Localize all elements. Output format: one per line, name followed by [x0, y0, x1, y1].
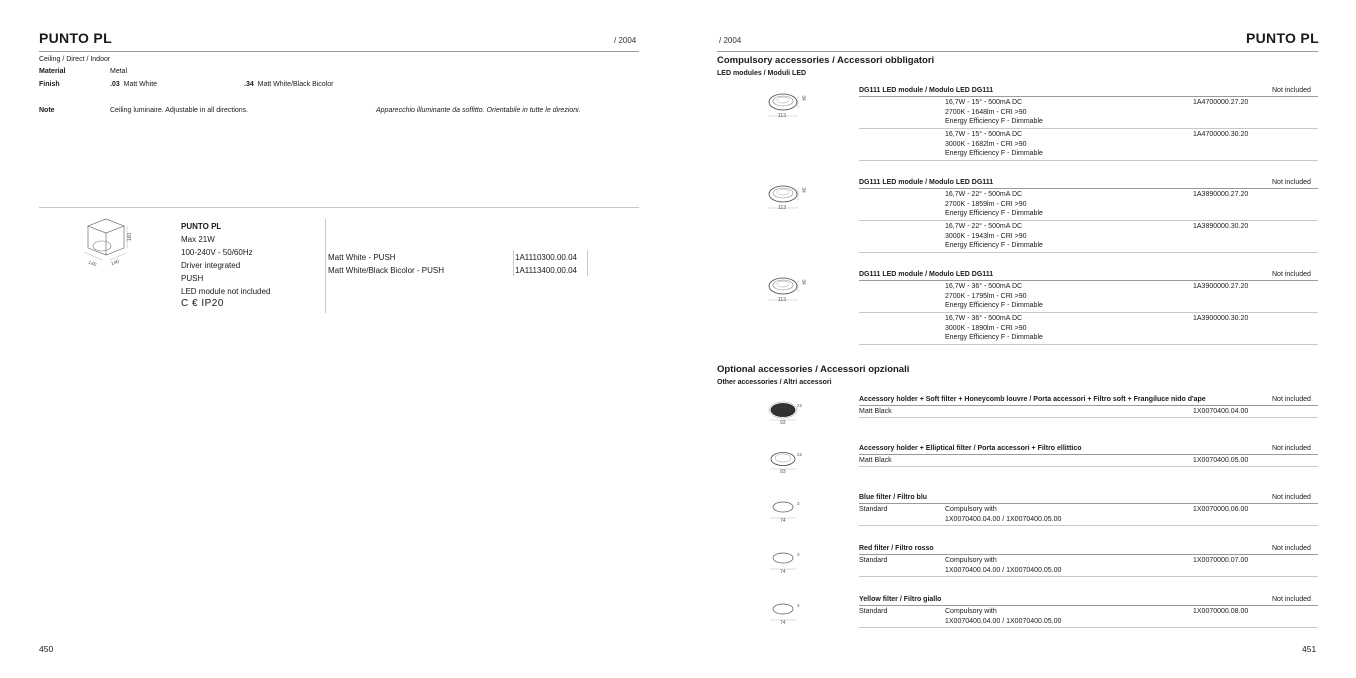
module-spec-line: 2700K - 1648lm - CRI >90: [945, 108, 1027, 116]
page-number: 451: [1302, 644, 1317, 654]
code-divider: [587, 250, 588, 276]
dimension-diameter: 74: [780, 620, 786, 626]
optional-title: Optional accessories / Accessori opzionali: [717, 364, 910, 375]
module-spec-line: 16,7W - 36° - 500mA DC: [945, 283, 1023, 290]
variant-name: Matt White/Black Bicolor - PUSH: [328, 266, 445, 275]
header-divider: [859, 503, 1318, 504]
finish-label: Finish: [39, 81, 60, 88]
accessory-finish: Standard: [859, 557, 888, 564]
product-code: 1A4700000.30.20: [1193, 131, 1249, 138]
dimension-diameter: 74: [780, 569, 786, 575]
dimension-diameter: 93: [780, 469, 786, 475]
row-divider: [859, 344, 1318, 345]
availability-status: Not included: [1272, 596, 1311, 603]
variant-name: Matt White - PUSH: [328, 253, 396, 262]
module-spec-line: 3000K - 1682lm - CRI >90: [945, 140, 1027, 148]
dimension-diameter: 74: [780, 518, 786, 524]
section-divider: [39, 207, 639, 208]
compatible-codes: 1X0070400.04.00 / 1X0070400.05.00: [945, 515, 1062, 523]
accessory-header: Blue filter / Filtro blu: [859, 494, 928, 501]
row-divider: [859, 312, 1318, 313]
page-number: 450: [39, 644, 54, 654]
module-spec-line: Energy Efficiency F - Dimmable: [945, 242, 1043, 249]
row-divider: [859, 525, 1318, 526]
certification-marks: C € IP20: [181, 298, 224, 309]
page-title: PUNTO PL: [1246, 30, 1319, 46]
color-filter-icon: [766, 496, 810, 524]
availability-status: Not included: [1272, 445, 1311, 452]
dimension-height: 34: [799, 279, 806, 285]
optional-subtitle: Other accessories / Altri accessori: [717, 379, 832, 386]
finish-code: .03: [110, 81, 120, 88]
page-title: PUNTO PL: [39, 30, 112, 46]
material-value: Metal: [110, 68, 128, 75]
dimension-diameter: 113: [778, 113, 786, 119]
compulsory-subtitle: LED modules / Moduli LED: [717, 70, 807, 77]
note-label: Note: [39, 107, 55, 114]
module-spec-line: 3000K - 1943lm - CRI >90: [945, 232, 1027, 240]
product-code: 1X0070400.04.00: [1193, 408, 1249, 415]
availability-status: Not included: [1272, 396, 1311, 403]
dimension-width: 140: [87, 259, 98, 269]
compatibility-note: Compulsory with: [945, 608, 997, 615]
color-filter-icon: [766, 598, 810, 626]
row-divider: [859, 466, 1318, 467]
product-code: 1A3900000.30.20: [1193, 315, 1249, 322]
module-spec-line: 16,7W - 15° - 500mA DC: [945, 99, 1023, 106]
accessory-header: Yellow filter / Filtro giallo: [859, 596, 942, 603]
compulsory-title: Compulsory accessories / Accessori obbligatori: [717, 55, 935, 66]
material-label: Material: [39, 68, 66, 75]
elliptical-holder-icon: [766, 447, 810, 475]
dimension-height: 22: [797, 452, 803, 457]
header-divider: [859, 280, 1318, 281]
color-filter-icon: [766, 547, 810, 575]
compatibility-note: Compulsory with: [945, 506, 997, 513]
dimension-height: 34: [799, 95, 806, 101]
dimension-height: 160: [127, 232, 134, 242]
compatible-codes: 1X0070400.04.00 / 1X0070400.05.00: [945, 617, 1062, 625]
title-divider: [39, 51, 639, 52]
module-header: DG111 LED module / Modulo LED DG111: [859, 179, 994, 186]
finish-option-1: [110, 80, 157, 90]
row-divider: [859, 627, 1318, 628]
availability-status: Not included: [1272, 545, 1311, 552]
availability-status: Not included: [1272, 494, 1311, 501]
spec-line: Driver integrated: [181, 261, 241, 270]
product-code: 1A3900000.27.20: [1193, 283, 1249, 290]
spec-line: 100-240V - 50/60Hz: [181, 248, 253, 257]
header-divider: [859, 96, 1318, 97]
module-spec-line: 16,7W - 22° - 500mA DC: [945, 223, 1023, 230]
header-divider: [859, 454, 1318, 455]
accessory-header: Accessory holder + Elliptical filter / Porta accessori + Filtro ellittico: [859, 445, 1082, 452]
dimension-height: 34: [799, 187, 806, 193]
row-divider: [859, 252, 1318, 253]
product-code: 1A3890000.27.20: [1193, 191, 1249, 198]
product-code: 1X0070000.08.00: [1193, 608, 1249, 615]
dimension-depth: 140: [110, 258, 121, 268]
row-divider: [859, 576, 1318, 577]
title-divider: [717, 51, 1318, 52]
module-header: DG111 LED module / Modulo LED DG111: [859, 271, 994, 278]
module-spec-line: 16,7W - 36° - 500mA DC: [945, 315, 1023, 322]
accessory-header: Accessory holder + Soft filter + Honeycomb louvre / Porta accessori + Filtro soft + Frangiluce nido d'ape: [859, 396, 1206, 403]
accessory-finish: Standard: [859, 608, 888, 615]
module-spec-line: 16,7W - 22° - 500mA DC: [945, 191, 1023, 198]
module-spec-line: Energy Efficiency F - Dimmable: [945, 334, 1043, 341]
accessory-finish: Matt Black: [859, 457, 892, 464]
availability-status: Not included: [1272, 179, 1311, 186]
code-divider: [513, 250, 514, 276]
note-english: Ceiling luminaire. Adjustable in all directions.: [110, 107, 249, 114]
row-divider: [859, 220, 1318, 221]
finish-code: .34: [244, 81, 254, 88]
product-code: 1A4700000.27.20: [1193, 99, 1249, 106]
header-divider: [859, 188, 1318, 189]
finish-option-2: [244, 80, 333, 90]
module-spec-line: 16,7W - 15° - 500mA DC: [945, 131, 1023, 138]
category-text: Ceiling / Direct / Indoor: [39, 56, 111, 63]
compatibility-note: Compulsory with: [945, 557, 997, 564]
module-spec-line: 2700K - 1795lm - CRI >90: [945, 292, 1027, 300]
header-divider: [859, 405, 1318, 406]
dimension-diameter: 113: [778, 205, 786, 211]
year-label: / 2004: [719, 36, 742, 45]
row-divider: [859, 417, 1318, 418]
accessory-header: Red filter / Filtro rosso: [859, 545, 934, 552]
row-divider: [859, 128, 1318, 129]
column-divider: [325, 219, 326, 313]
module-spec-line: Energy Efficiency F - Dimmable: [945, 210, 1043, 217]
accessory-finish: Standard: [859, 506, 888, 513]
dimension-diameter: 113: [778, 297, 786, 303]
module-spec-line: Energy Efficiency F - Dimmable: [945, 302, 1043, 309]
note-italian: Apparecchio illuminante da soffitto. Orientabile in tutte le direzioni.: [376, 107, 581, 114]
header-divider: [859, 554, 1318, 555]
header-divider: [859, 605, 1318, 606]
module-header: DG111 LED module / Modulo LED DG111: [859, 87, 994, 94]
variant-code: 1A1110300.00.04: [515, 253, 577, 262]
module-spec-line: Energy Efficiency F - Dimmable: [945, 118, 1043, 125]
honeycomb-holder-icon: [766, 398, 810, 426]
dimension-height: 22: [797, 403, 803, 408]
spec-line: Max 21W: [181, 235, 215, 244]
spec-line: LED module not included: [181, 287, 271, 296]
year-label: / 2004: [614, 36, 637, 45]
module-spec-line: Energy Efficiency F - Dimmable: [945, 150, 1043, 157]
dimension-height: 3: [797, 552, 800, 557]
finish-name: Matt White/Black Bicolor: [257, 81, 334, 88]
product-code: 1X0070000.07.00: [1193, 557, 1249, 564]
availability-status: Not included: [1272, 87, 1311, 94]
dimension-diameter: 93: [780, 420, 786, 426]
dimension-height: 3: [797, 501, 800, 506]
module-spec-line: 3000K - 1890lm - CRI >90: [945, 324, 1027, 332]
row-divider: [859, 160, 1318, 161]
finish-name: Matt White: [123, 81, 158, 88]
product-name: PUNTO PL: [181, 222, 222, 231]
spec-line: PUSH: [181, 274, 204, 283]
product-code: 1A3890000.30.20: [1193, 223, 1249, 230]
dimension-height: 3: [797, 603, 800, 608]
product-code: 1X0070000.06.00: [1193, 506, 1249, 513]
compatible-codes: 1X0070400.04.00 / 1X0070400.05.00: [945, 566, 1062, 574]
product-code: 1X0070400.05.00: [1193, 457, 1249, 464]
availability-status: Not included: [1272, 271, 1311, 278]
module-spec-line: 2700K - 1859lm - CRI >90: [945, 200, 1027, 208]
accessory-finish: Matt Black: [859, 408, 892, 415]
variant-code: 1A1113400.00.04: [515, 266, 577, 275]
